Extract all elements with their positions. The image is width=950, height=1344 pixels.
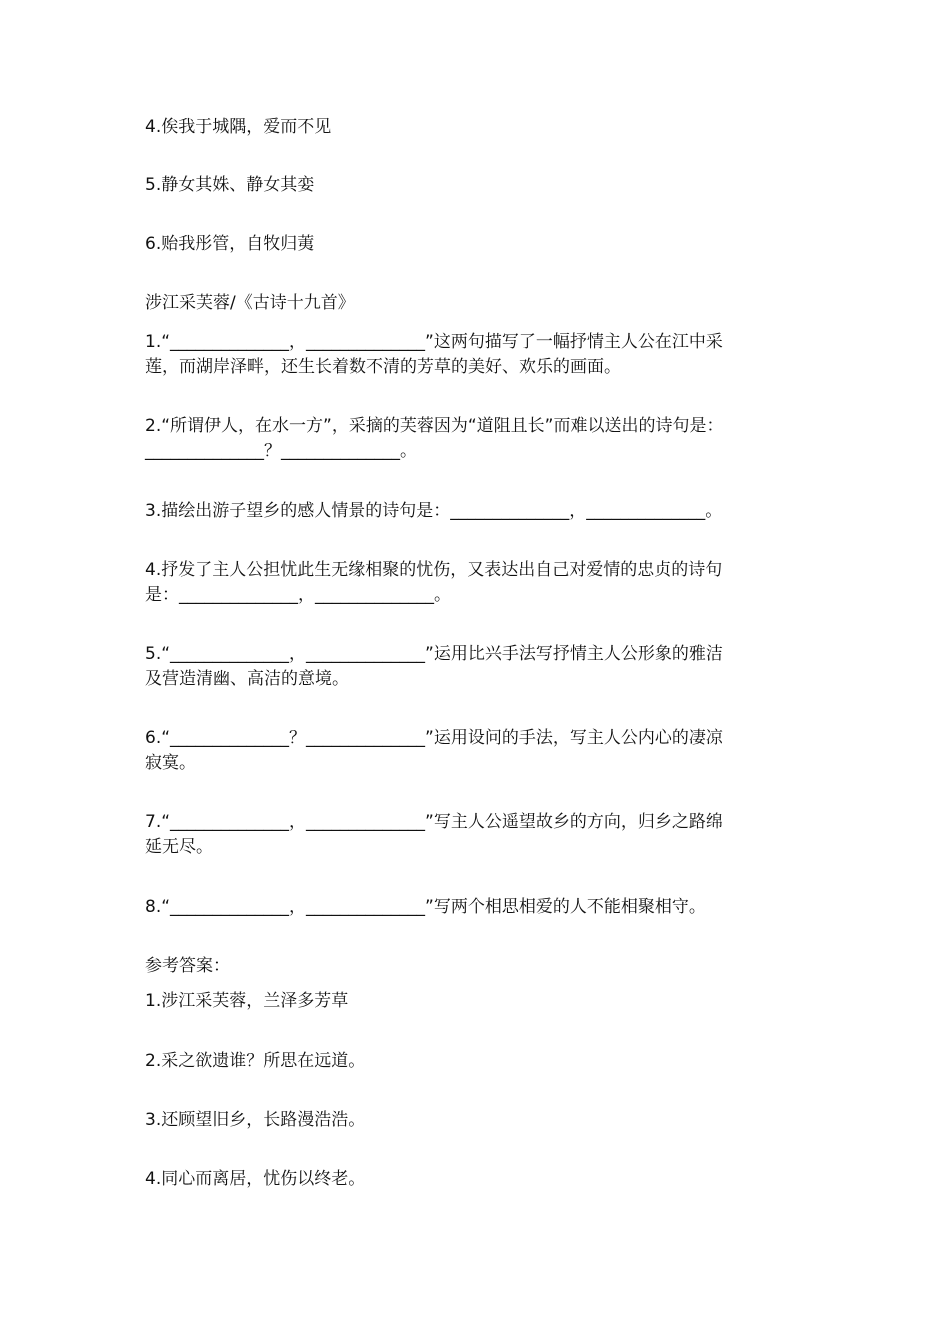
- section-title: 涉江采芙蓉/《古诗十九首》: [145, 293, 355, 313]
- question-6-line-2: 寂寞。: [145, 753, 196, 773]
- question-5-line-1: 5.“______________，______________”运用比兴手法写抒情主人公形象的雅洁: [145, 644, 723, 664]
- prev-answer-5: 5.静女其姝、静女其娈: [145, 175, 315, 195]
- question-1-line-1: 1.“______________，______________”这两句描写了一幅抒情主人公在江中采: [145, 332, 723, 352]
- question-1-line-2: 莲，而湖岸泽畔，还生长着数不清的芳草的美好、欢乐的画面。: [145, 357, 621, 377]
- question-6-line-1: 6.“______________？______________”运用设问的手法，写主人公内心的凄凉: [145, 728, 723, 748]
- question-2-line-2: ______________？______________。: [145, 441, 417, 461]
- question-2-line-1: 2.“所谓伊人，在水一方”，采摘的芙蓉因为“道阻且长”而难以送出的诗句是：: [145, 416, 724, 436]
- question-4-line-1: 4.抒发了主人公担忧此生无缘相聚的忧伤，又表达出自己对爱情的忠贞的诗句: [145, 560, 723, 580]
- answers-title: 参考答案：: [145, 956, 230, 976]
- question-7-line-2: 延无尽。: [145, 837, 213, 857]
- prev-answer-4: 4.俟我于城隅，爱而不见: [145, 117, 332, 137]
- prev-answer-6: 6.贻我彤管，自牧归荑: [145, 234, 315, 254]
- question-4-line-2: 是：______________，______________。: [145, 585, 451, 605]
- answer-2: 2.采之欲遗谁？所思在远道。: [145, 1051, 366, 1071]
- question-3-line-1: 3.描绘出游子望乡的感人情景的诗句是：______________，______________。: [145, 501, 723, 521]
- answer-4: 4.同心而离居，忧伤以终老。: [145, 1169, 366, 1189]
- answer-3: 3.还顾望旧乡，长路漫浩浩。: [145, 1110, 366, 1130]
- answer-1: 1.涉江采芙蓉，兰泽多芳草: [145, 991, 349, 1011]
- question-8-line-1: 8.“______________，______________”写两个相思相爱的人不能相聚相守。: [145, 897, 706, 917]
- question-5-line-2: 及营造清幽、高洁的意境。: [145, 669, 349, 689]
- question-7-line-1: 7.“______________，______________”写主人公遥望故乡的方向，归乡之路绵: [145, 812, 723, 832]
